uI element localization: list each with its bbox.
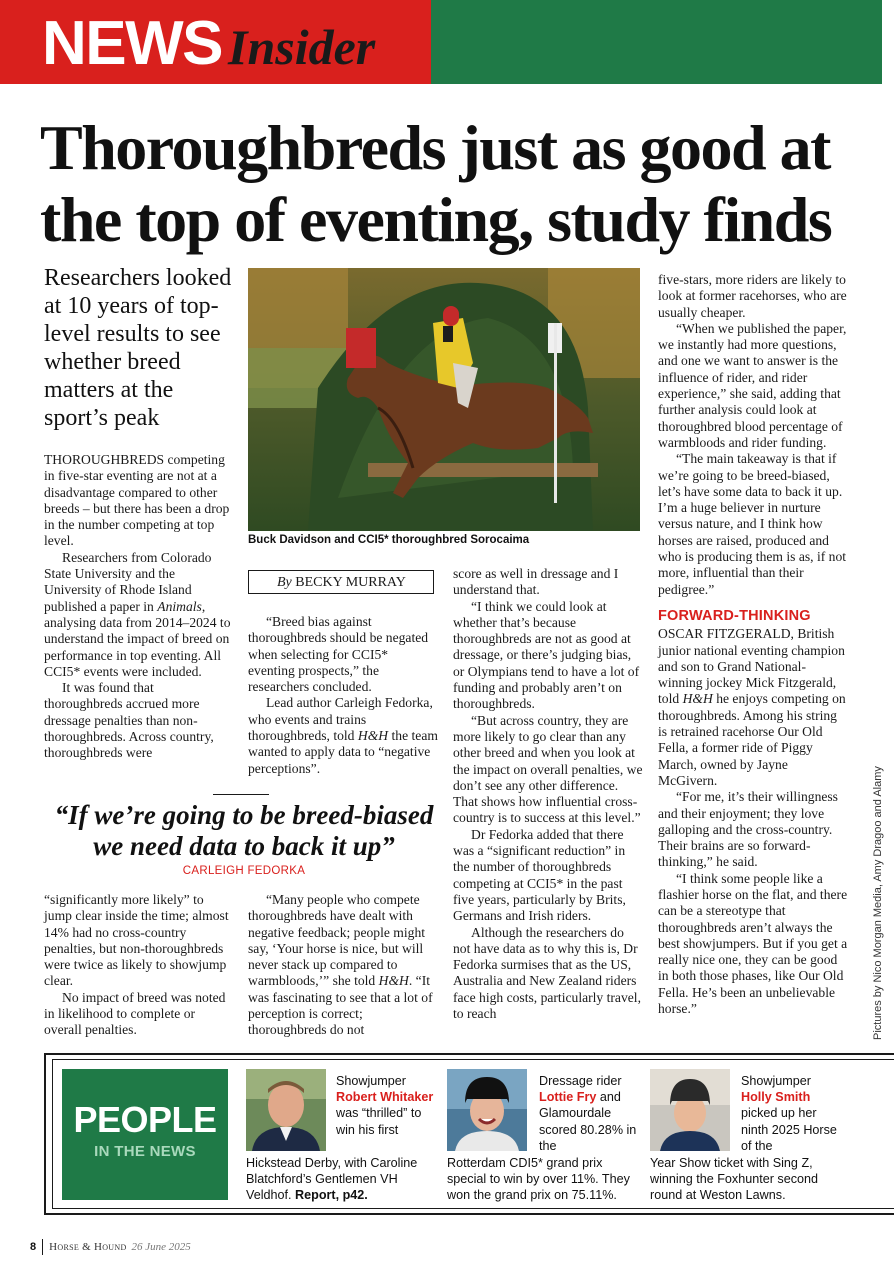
paragraph: “significantly more likely” to jump clear inside the time; almost 14% had no cross-country penalties, but non-thoroughbreds were twice as likely to showjump clear. [44,892,229,989]
paragraph: No impact of breed was noted in likelihood to complete or overall penalties. [44,989,226,1038]
people-title: PEOPLE [73,1099,217,1140]
column-4 [658,272,848,1017]
column-2-bottom [248,892,438,1039]
article-photo [248,268,640,531]
person-2-intro: Dressage rider Lottie Fry and Glamourdale scored 80.28% in the [539,1074,637,1153]
people-badge [62,1069,228,1200]
paragraph: OSCAR FITZGERALD, British junior national eventing champion and son to Grand National-winning jockey Mick Fitzgerald, told H&H he enjoys competing on thoroughbreds. Among his string is retrained racehorse Our Old Fella, a former ride of Piggy March, owned by Jayne McGivern. [658,626,846,788]
standfirst: Researchers looked at 10 years of top-level results to see whether breed matters at the sport’s peak [44,265,232,431]
paragraph: “I think some people like a flashier horse on the flat, and there can be a stereotype that thoroughbreds aren’t always the best showjumpers. But if you get a really nice one, they can be good in both those phases, like Our Old Fella. He’s been an unbelievable horse.” [658,870,848,1017]
person-2-detail: Rotterdam CDI5* grand prix special to win by over 11%. They won the grand prix on 75.11%. [447,1156,630,1203]
page-footer [30,1238,191,1256]
pullquote-rule [213,794,269,795]
paragraph: score as well in dressage and I understand that. [453,566,619,598]
photo-caption: Buck Davidson and CCI5* thoroughbred Sorocaima [248,534,530,546]
journal-name: Animals [157,598,202,614]
horse-jumping-photo [248,268,640,531]
headline: Thoroughbreds just as good at the top of eventing, study finds [40,112,832,255]
paragraph: “But across country, they are more likely to go clear than any other breed and when you look at the impact on overall penalties, we don’t see any other difference. That shows how influential cross-country is to success at this level.” [453,712,643,826]
people-subtitle: IN THE NEWS [94,1143,196,1160]
byline-by: By [277,575,292,590]
column-1-bottom [44,892,234,1039]
person-photo-fry [447,1069,527,1151]
paragraph: “When we published the paper, we instantly had more questions, and one we want to answer is the influence of rider, and rider experience,” she said, adding that further analysis could look at thoroughbred blood percentage of warmbloods and rider funding. [658,320,847,450]
person-name: Holly Smith [741,1090,811,1105]
person-3-intro: Showjumper Holly Smith picked up her ninth 2025 Horse of the [741,1074,837,1153]
subheading: FORWARD-THINKING [658,607,811,624]
person-photo-whitaker [246,1069,326,1151]
column-1-top [44,452,234,762]
column-2-top [248,614,438,777]
person-name: Robert Whitaker [336,1090,434,1105]
paragraph: Although the researchers do not have data as to why this is, Dr Fedorka surmises that as the US, Australia and New Zealand riders face high costs, particularly travel, to reach [453,924,641,1022]
byline [248,570,434,594]
paragraph: “Breed bias against thoroughbreds should be negated when selecting for CCI5* eventing prospects,” the researchers concluded. [248,614,429,695]
person-name: Lottie Fry [539,1090,597,1105]
section-header [0,0,882,84]
section-insider-label: Insider [228,19,376,75]
pullquote-credit: CARLEIGH FEDORKA [182,865,306,877]
report-link[interactable]: Report, p42. [295,1188,368,1203]
byline-author: BECKY MURRAY [295,575,406,590]
person-1-intro: Showjumper Robert Whitaker was “thrilled” to win his first [336,1074,434,1137]
paragraph: “I think we could look at whether that’s because thoroughbreds are not as good at dressage, or there’s judging bias, or Olympians tend to have a lot of funding and probably aren’t on thoroughbreds. [453,598,640,712]
page-number: 8 [30,1241,37,1253]
pullquote: “If we’re going to be breed-biased we need data to back it up” [54,800,434,861]
paragraph: “The main takeaway is that if we’re going to be breed-biased, let’s have some data to back it up. I’m a huge believer in nurture versus nature, and I think how horses are raised, produced and who is producing them is as, if not more, influential than their pedigree.” [658,451,847,597]
section-banner [0,0,431,84]
person-3-detail: Year Show ticket with Sing Z, winning the Foxhunter second round at Weston Lawns. [650,1156,819,1203]
person-1-detail: Hickstead Derby, with Caroline Blatchford’s Gentlemen VH Veldhof. Report, p42. [246,1156,418,1203]
picture-credit: Pictures by Nico Morgan Media, Amy Dragoo and Alamy [872,766,884,1040]
paragraph: Researchers from Colorado State University and the University of Rhode Island published a paper in Animals, analysing data from 2014–2024 to understand the impact of breed on performance in top eventing. All CCI5* events were included. [44,549,231,679]
paragraph: Lead author Carleigh Fedorka, who events and trains thoroughbreds, told H&H the team wanted to apply data to “negative perceptions”. [248,695,438,776]
paragraph: THOROUGHBREDS competing in five-star eventing are not at a disadvantage compared to other breeds – but there has been a drop in the number competing at top level. [44,452,230,549]
paragraph: Dr Fedorka added that there was a “significant reduction” in the number of thoroughbreds competing at CCI5* in the past five years, particularly by Brits, Germans and Irish riders. [453,826,626,924]
section-news-label: NEWS [42,9,222,78]
magazine-name: Horse & Hound [49,1241,127,1253]
issue-date: 26 June 2025 [131,1241,191,1253]
header-green-bar [431,0,882,84]
paragraph: It was found that thoroughbreds accrued more dressage penalties than non-thoroughbreds. Across country, thoroughbreds were [44,680,214,761]
column-3 [453,566,643,1022]
person-photo-smith [650,1069,730,1151]
paragraph: “Many people who compete thoroughbreds have dealt with negative feedback; people might say, ‘Your horse is nice, but will never stack up compared to warmbloods,’” she told H&H. “It was fascinating to see that a lot of perception is correct; thoroughbreds do not [248,892,433,1038]
paragraph: “For me, it’s their willingness and their enjoyment; they love galloping and the cross-country. Their brains are so forward-thinking,” he said. [658,789,838,870]
lead-caps: THOROUGHBREDS [44,452,165,467]
paragraph: five-stars, more riders are likely to look at former racehorses, who are usually cheaper. [658,272,847,320]
footer-divider [42,1239,43,1255]
